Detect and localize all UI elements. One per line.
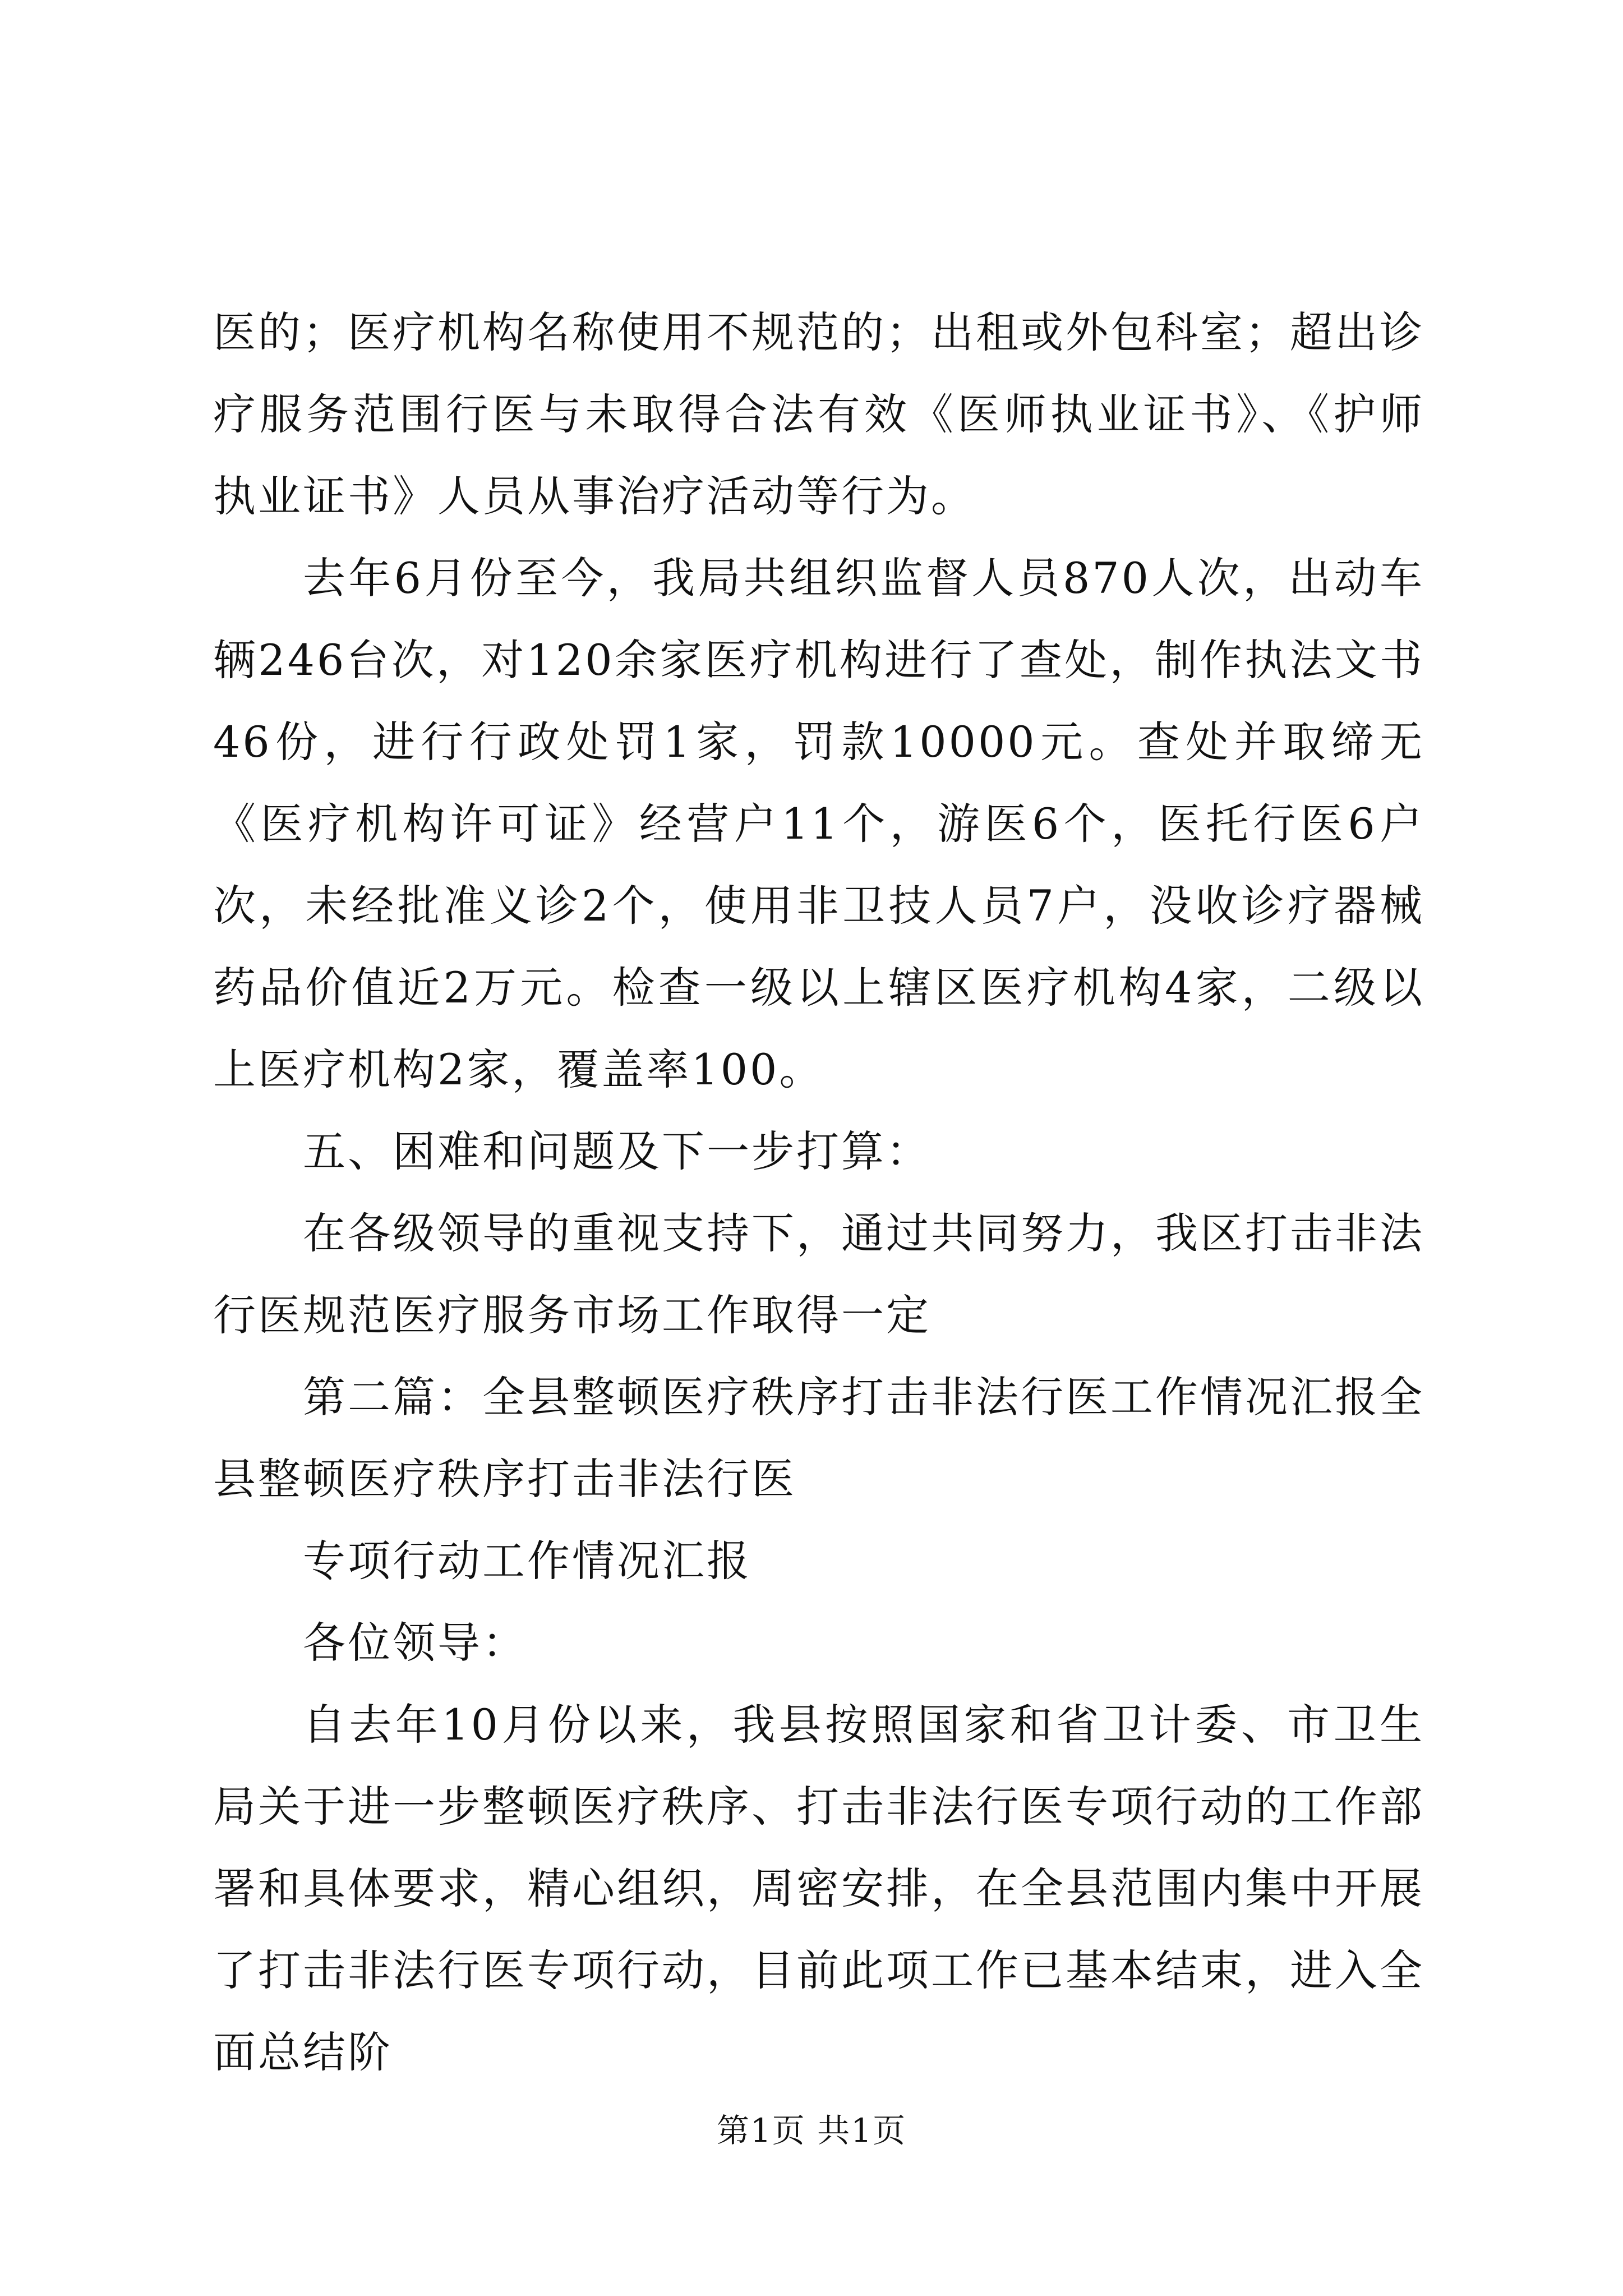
document-body <box>213 292 1424 2093</box>
report-subtitle: 专项行动工作情况汇报 <box>303 1536 751 1586</box>
section-heading-difficulties: 五、困难和问题及下一步打算： <box>303 1126 931 1176</box>
paragraph-statistics: 去年6月份至今，我局共组织监督人员870人次，出动车辆246台次，对120余家医疗机构进行了查处，制作执法文书46份，进行行政处罚1家，罚款10000元。查处并取缔无《医疗机构许可证》经营户11个，游医6个，医托行医6户次，未经批准义诊2个，使用非卫技人员7户，没收诊疗器械药品价值近2万元。检查一级以上辖区医疗机构4家，二级以上医疗机构2家，覆盖率100。 <box>213 553 1424 1094</box>
paragraph-introduction: 自去年10月份以来，我县按照国家和省卫计委、市卫生局关于进一步整顿医疗秩序、打击非法行医专项行动的工作部署和具体要求，精心组织，周密安排，在全县范围内集中开展了打击非法行医专项行动，目前此项工作已基本结束，进入全面总结阶 <box>213 1700 1424 2077</box>
paragraph-continuation: 医的；医疗机构名称使用不规范的；出租或外包科室；超出诊疗服务范围行医与未取得合法有效《医师执业证书》、《护师执业证书》人员从事治疗活动等行为。 <box>213 307 1424 521</box>
page-number-footer: 第1页 共1页 <box>716 2111 907 2150</box>
salutation: 各位领导： <box>303 1618 527 1668</box>
chapter-title-part-two: 第二篇：全县整顿医疗秩序打击非法行医工作情况汇报全县整顿医疗秩序打击非法行医 <box>213 1372 1424 1504</box>
paragraph-achievements: 在各级领导的重视支持下，通过共同努力，我区打击非法行医规范医疗服务市场工作取得一定 <box>213 1208 1424 1340</box>
